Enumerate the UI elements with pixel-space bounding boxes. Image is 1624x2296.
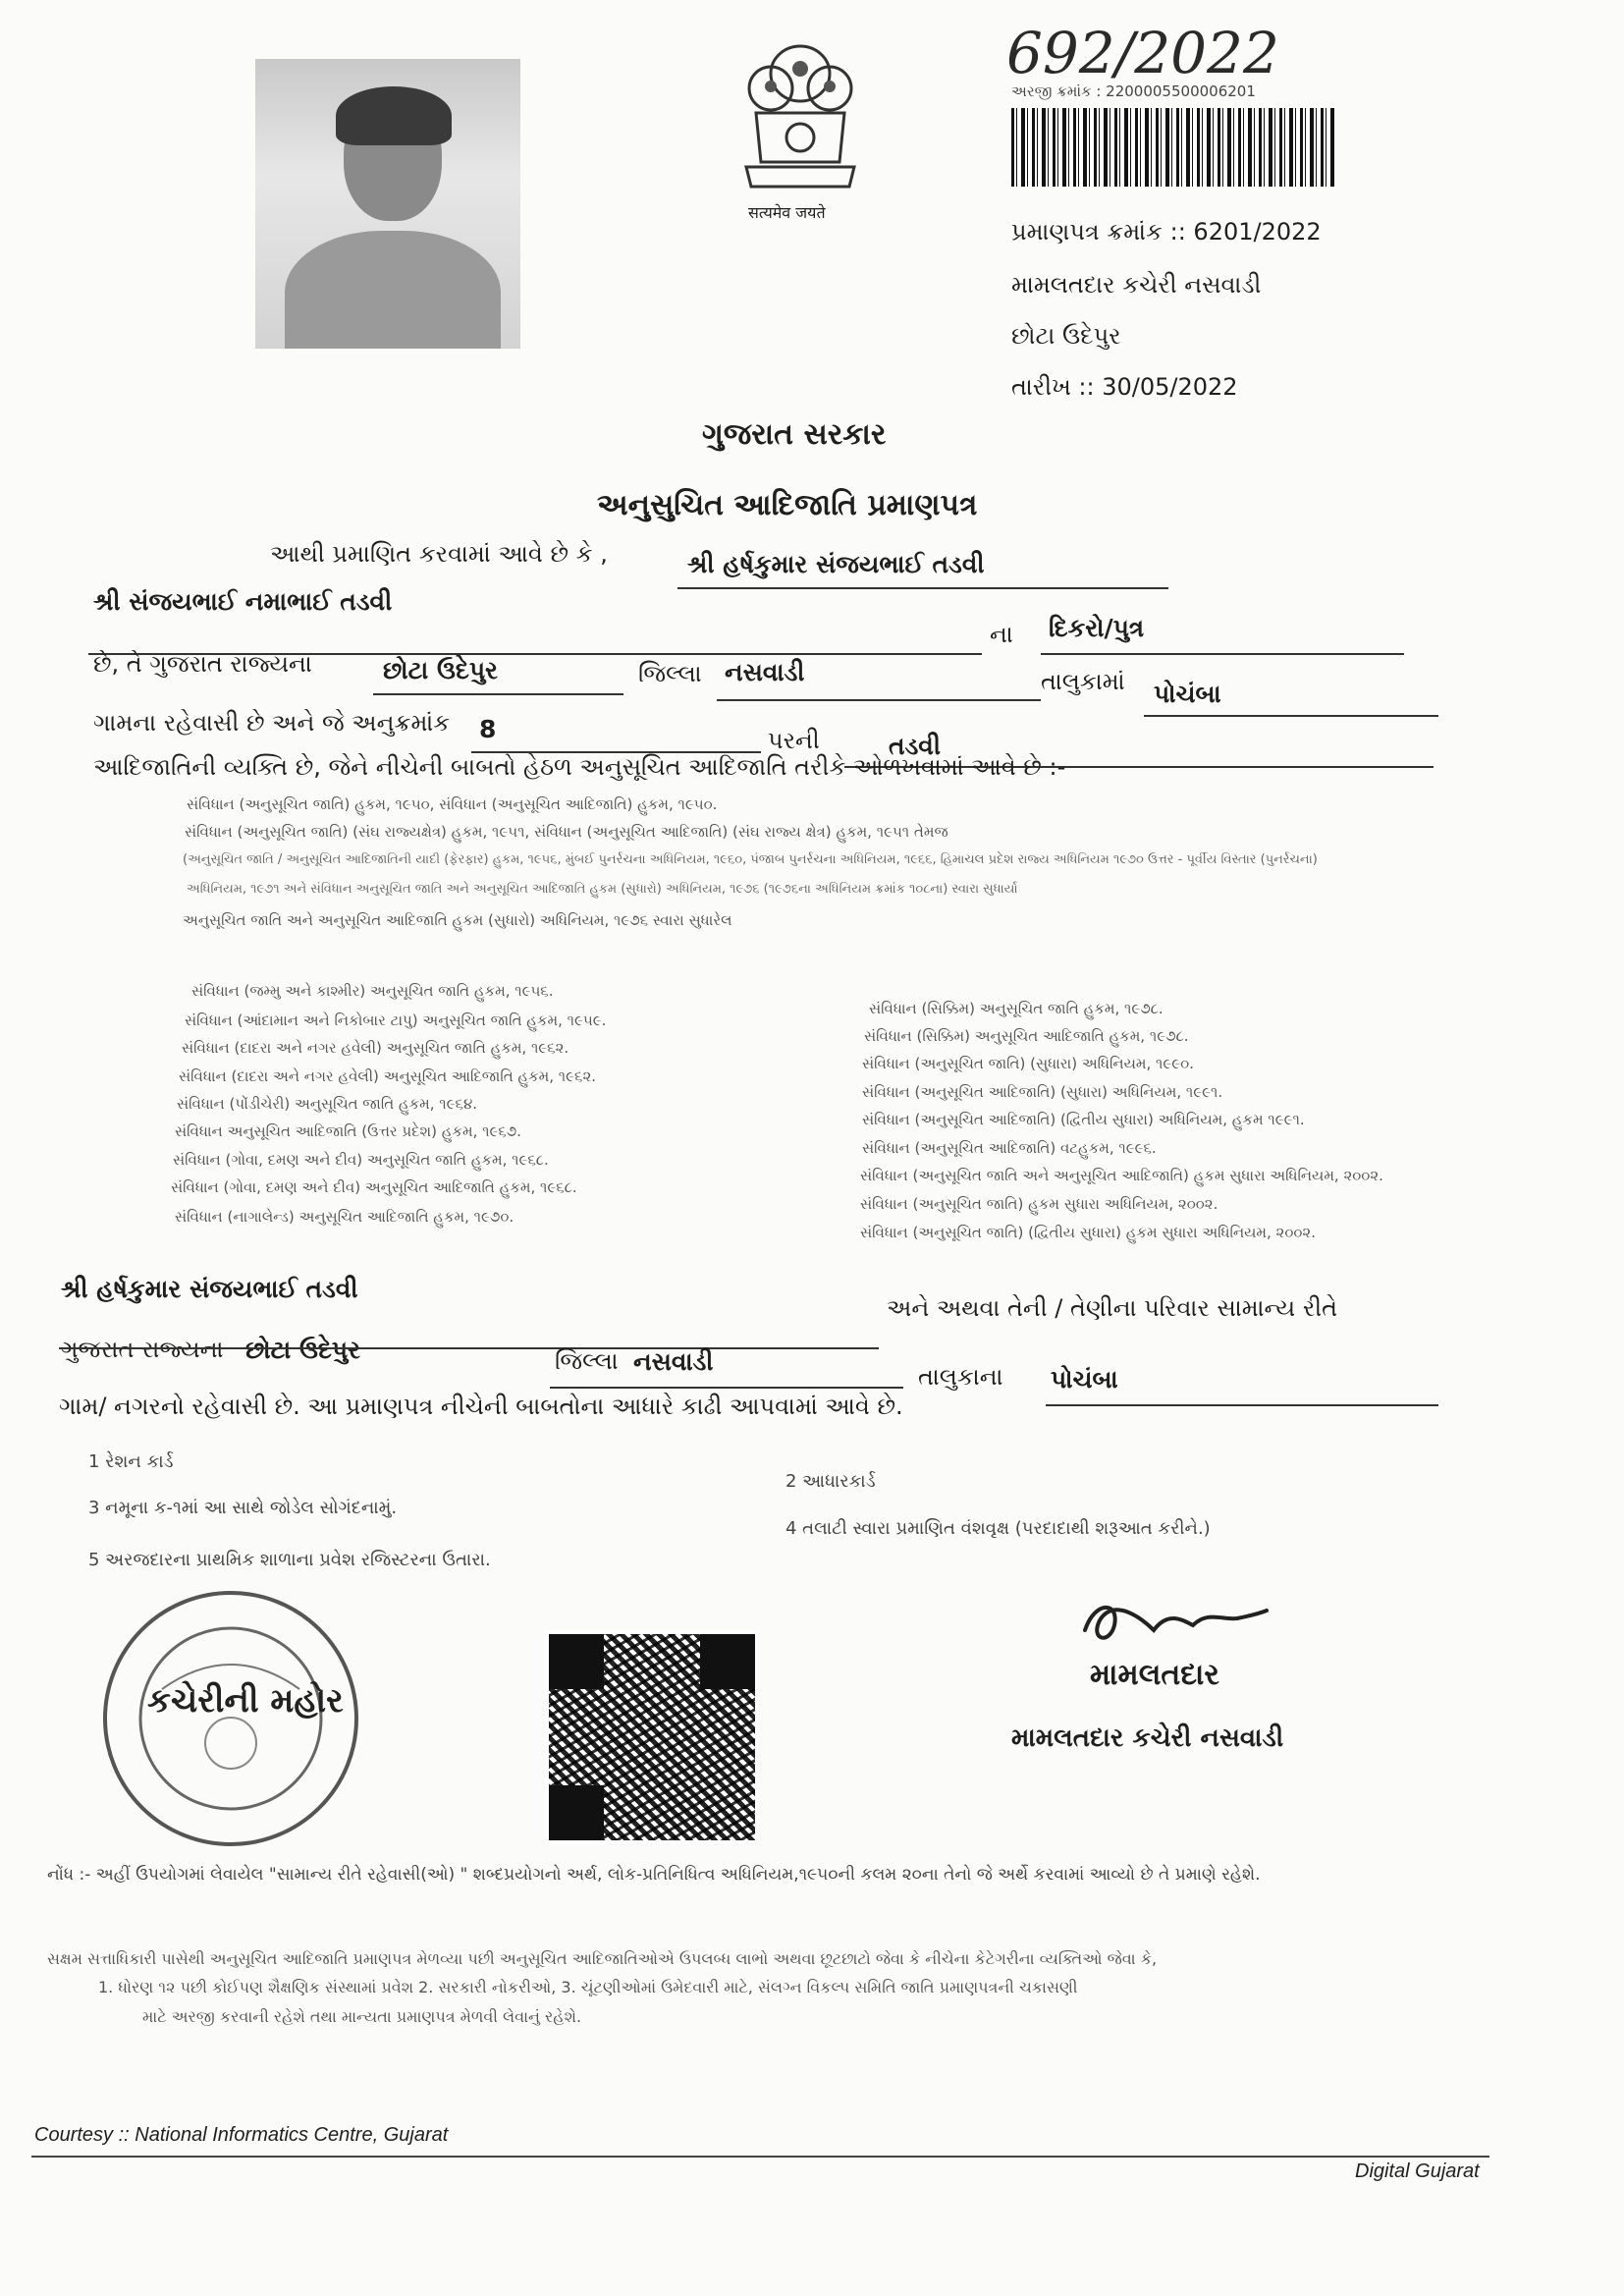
parni-label: પરની [768, 727, 820, 754]
order-right: સંવિધાન (અનુસૂચિત જાતિ) (સુધારા) અધિનિયમ, ૧૯૯૦. [862, 1055, 1194, 1072]
footer-line: સક્ષમ સત્તાધિકારી પાસેથી અનુસૂચિત આદિજાતિ પ્રમાણપત્ર મેળવ્યા પછી અનુસૂચિત આદિજાતિઓએ ઉપલબ્ધ લાભો અથવા છૂટછાટો જેવા કે નીચેના કેટેગરીના વ્યક્તિઓ જેવા કે, [47, 1949, 1158, 1968]
issuing-district: છોટા ઉદેપુર [1011, 322, 1121, 350]
document-item: 1 રેશન કાર્ડ [88, 1451, 174, 1472]
document-item: 4 તલાટી સ્વારા પ્રમાણિત વંશવૃક્ષ (પરદાદાથી શરૂઆત કરીને.) [785, 1518, 1211, 1539]
footer-line: 1. ધોરણ ૧૨ પછી કોઈપણ શૈક્ષણિક સંસ્થામાં પ્રવેશ 2. સરકારી નોકરીઓ, 3. ચૂંટણીઓમાં ઉમેદવારી માટે, સંલગ્ન વિકલ્પ સમિતિ જાતિ પ્રમાણપત્રની ચકાસણી [98, 1978, 1078, 1996]
national-emblem-icon [727, 29, 874, 226]
order-left: સંવિધાન (દાદરા અને નગર હવેલી) અનુસૂચિત આદિજાતિ હુકમ, ૧૯૬૨. [179, 1067, 597, 1085]
district-label-2: જિલ્લા [555, 1347, 619, 1375]
state-prefix-2: ગુજરાત રાજ્યના [61, 1336, 224, 1363]
order-line: અધિનિયમ, ૧૯૭૧ અને સંવિધાન અનુસૂચિત જાતિ અને અનુસૂચિત આદિજાતિ હુકમ (સુધારો) અધિનિયમ, ૧૯૭૬ (૧૯૭૬ના અધિનિયમ ક્રમાંક ૧૦૮ના) સ્વારા સુધાર્યા [187, 882, 1018, 897]
order-right: સંવિધાન (અનુસૂચિત આદિજાતિ) (સુધારા) અધિનિયમ, ૧૯૯૧. [862, 1083, 1223, 1101]
certificate-title: અનુસુચિત આદિજાતિ પ્રમાણપત્ર [597, 488, 978, 522]
stamp-text: કચેરીની મહોર [147, 1681, 344, 1721]
order-line: સંવિધાન (અનુસૂચિત જાતિ) (સંઘ રાજ્યક્ષેત્ર) હુકમ, ૧૯૫૧, સંવિધાન (અનુસૂચિત આદિજાતિ) (સંઘ રાજ્ય ક્ષેત્ર) હુકમ, ૧૯૫૧ તેમજ [185, 823, 948, 841]
identified-line: આદિજાતિની વ્યક્તિ છે, જેને નીચેની બાબતો હેઠળ અનુસૂચિત આદિજાતિ તરીકે ઓળખવામાં આવે છે :- [93, 753, 1066, 781]
village-value-2: પોચંબા [1051, 1365, 1118, 1394]
father-name: શ્રી સંજયભાઈ નમાભાઈ તડવી [93, 587, 393, 616]
courtesy-text: Courtesy :: National Informatics Centre, Gujarat [34, 2124, 449, 2146]
district-value-2: છોટા ઉદેપુર [245, 1336, 360, 1364]
state-prefix: છે, તે ગુજરાત રાજ્યના [93, 650, 312, 678]
order-left: સંવિધાન (પોંડીચેરી) અનુસૂચિત જાતિ હુકમ, ૧૯૬૪. [177, 1095, 478, 1113]
basis-line: ગામ/ નગરનો રહેવાસી છે. આ પ્રમાણપત્ર નીચેની બાબતોના આધારે કાઢી આપવામાં આવે છે. [59, 1393, 903, 1420]
taluka-value: નસવાડી [725, 658, 805, 686]
district-value: છોટા ઉદેપુર [383, 656, 498, 684]
person-name: શ્રી હર્ષકુમાર સંજયભાઈ તડવી [687, 550, 985, 578]
relation: દિકરો/પુત્ર [1049, 614, 1145, 642]
taluka-label-2: તાલુકાના [918, 1363, 1003, 1391]
family-line: અને અથવા તેની / તેણીના પરિવાર સામાન્ય રીતે [887, 1294, 1338, 1322]
footer-line: માટે અરજી કરવાની રહેશે તથા માન્યતા પ્રમાણપત્ર મેળવી લેવાનું રહેશે. [142, 2007, 582, 2026]
order-line: (અનુસૂચિત જાતિ / અનુસૂચિત આદિજાતિની યાદી (ફેરફાર) હુકમ, ૧૯૫૬, મુંબઈ પુનર્રચના અધિનિયમ, ૧૯૬૦, પંજાબ પુનર્રચના અધિનિયમ, ૧૯૬૬, હિમાચલ પ્રદેશ રાજ્ય અધિનિયમ ૧૯૭૦ ઉત્તર - પૂર્વીય વિસ્તાર (પુનર્રચના) [183, 852, 1318, 867]
order-right: સંવિધાન (અનુસૂચિત જાતિ) હુકમ સુધારા અધિનિયમ, ૨૦૦૨. [860, 1195, 1218, 1213]
order-left: સંવિધાન (જમ્મુ અને કાશ્મીર) અનુસૂચિત જાતિ હુકમ, ૧૯૫૬. [191, 982, 554, 1000]
intro-text: આથી પ્રમાણિત કરવામાં આવે છે કે , [270, 540, 608, 568]
issuing-office: મામલતદાર કચેરી નસવાડી [1011, 271, 1262, 299]
serial-number: 8 [479, 715, 497, 743]
taluka-label: તાલુકામાં [1041, 668, 1125, 695]
order-line: સંવિધાન (અનુસૂચિત જાતિ) હુકમ, ૧૯૫૦, સંવિધાન (અનુસૂચિત આદિજાતિ) હુકમ, ૧૯૫૦. [187, 795, 718, 813]
order-right: સંવિધાન (અનુસૂચિત આદિજાતિ) (દ્વિતીય સુધારા) અધિનિયમ, હુકમ ૧૯૯૧. [862, 1111, 1305, 1128]
order-right: સંવિધાન (સિક્કિમ) અનુસૂચિત આદિજાતિ હુકમ, ૧૯૭૮. [864, 1027, 1189, 1045]
na-label: ના [990, 621, 1013, 648]
issue-date: તારીખ :: 30/05/2022 [1011, 373, 1238, 401]
order-left: સંવિધાન અનુસૂચિત આદિજાતિ (ઉત્તર પ્રદેશ) હુકમ, ૧૯૬૭. [175, 1122, 521, 1140]
order-right: સંવિધાન (અનુસૂચિત આદિજાતિ) વટહુકમ, ૧૯૯૬. [862, 1139, 1157, 1157]
signatory-office: મામલતદાર કચેરી નસવાડી [1011, 1723, 1284, 1753]
document-item: 5 અરજદારના પ્રાથમિક શાળાના પ્રવેશ રજિસ્ટરના ઉતારા. [88, 1550, 491, 1570]
order-left: સંવિધાન (ગોવા, દમણ અને દીવ) અનુસૂચિત આદિજાતિ હુકમ, ૧૯૬૮. [171, 1178, 577, 1196]
certificate-number: પ્રમાણપત્ર ક્રમાંક :: 6201/2022 [1011, 218, 1322, 246]
applicant-photo [255, 59, 520, 349]
signatory-title: મામલતદાર [1090, 1658, 1219, 1692]
document-item: 3 નમૂના ક-૧માં આ સાથે જોડેલ સોગંદનામું. [88, 1498, 398, 1518]
footer-divider [31, 2156, 1489, 2158]
caste-value: તડવી [889, 732, 942, 760]
order-right: સંવિધાન (અનુસૂચિત જાતિ અને અનુસૂચિત આદિજાતિ) હુકમ સુધારા અધિનિયમ, ૨૦૦૨. [860, 1167, 1383, 1184]
barcode [1011, 108, 1335, 187]
handwritten-number: 692/2022 [1006, 20, 1279, 86]
order-left: સંવિધાન (નાગાલેન્ડ) અનુસૂચિત આદિજાતિ હુકમ, ૧૯૭૦. [175, 1208, 514, 1226]
government-title: ગુજરાત સરકાર [702, 417, 887, 452]
district-label: જિલ્લા [638, 660, 702, 687]
note-text: નોંધ :- અહીં ઉપયોગમાં લેવાયેલ "સામાન્ય રીતે રહેવાસી(ઓ) " શબ્દપ્રયોગનો અર્થ, લોક-પ્રતિનિધિત્વ અધિનિયમ,૧૯૫૦ની કલમ ૨૦ના તેનો જે અર્થે કરવામાં આવ્યો છે તે પ્રમાણે રહેશે. [47, 1865, 1261, 1885]
digital-gujarat-text: Digital Gujarat [1355, 2160, 1480, 2182]
emblem-motto: सत्यमेव जयते [748, 203, 826, 222]
signature [1075, 1591, 1272, 1660]
order-right: સંવિધાન (અનુસૂચિત જાતિ) (દ્વિતીય સુધારા) હુકમ સુધારા અધિનિયમ, ૨૦૦૨. [860, 1224, 1316, 1241]
person-name-2: શ્રી હર્ષકુમાર સંજયભાઈ તડવી [61, 1275, 358, 1303]
order-line: અનુસૂચિત જાતિ અને અનુસૂચિત આદિજાતિ હુકમ (સુધારો) અધિનિયમ, ૧૯૭૬ સ્વારા સુધારેલ [183, 911, 732, 929]
order-left: સંવિધાન (ગોવા, દમણ અને દીવ) અનુસૂચિત જાતિ હુકમ, ૧૯૬૮. [173, 1151, 549, 1169]
application-number: અરજી ક્રમાંક : 2200005500006201 [1011, 82, 1256, 100]
order-left: સંવિધાન (દાદરા અને નગર હવેલી) અનુસૂચિત જાતિ હુકમ, ૧૯૬૨. [182, 1039, 569, 1057]
resident-line: ગામના રહેવાસી છે અને જે અનુક્રમાંક [93, 709, 451, 737]
order-right: સંવિધાન (સિક્કિમ) અનુસૂચિત જાતિ હુકમ, ૧૯૭૮. [869, 1000, 1164, 1017]
taluka-value-2: નસવાડી [633, 1347, 714, 1376]
order-left: સંવિધાન (આંદામાન અને નિકોબાર ટાપુ) અનુસૂચિત જાતિ હુકમ, ૧૯૫૯. [185, 1011, 607, 1029]
village-value: પોચંબા [1154, 680, 1221, 708]
qr-code [545, 1630, 759, 1844]
document-item: 2 આધારકાર્ડ [785, 1471, 876, 1492]
